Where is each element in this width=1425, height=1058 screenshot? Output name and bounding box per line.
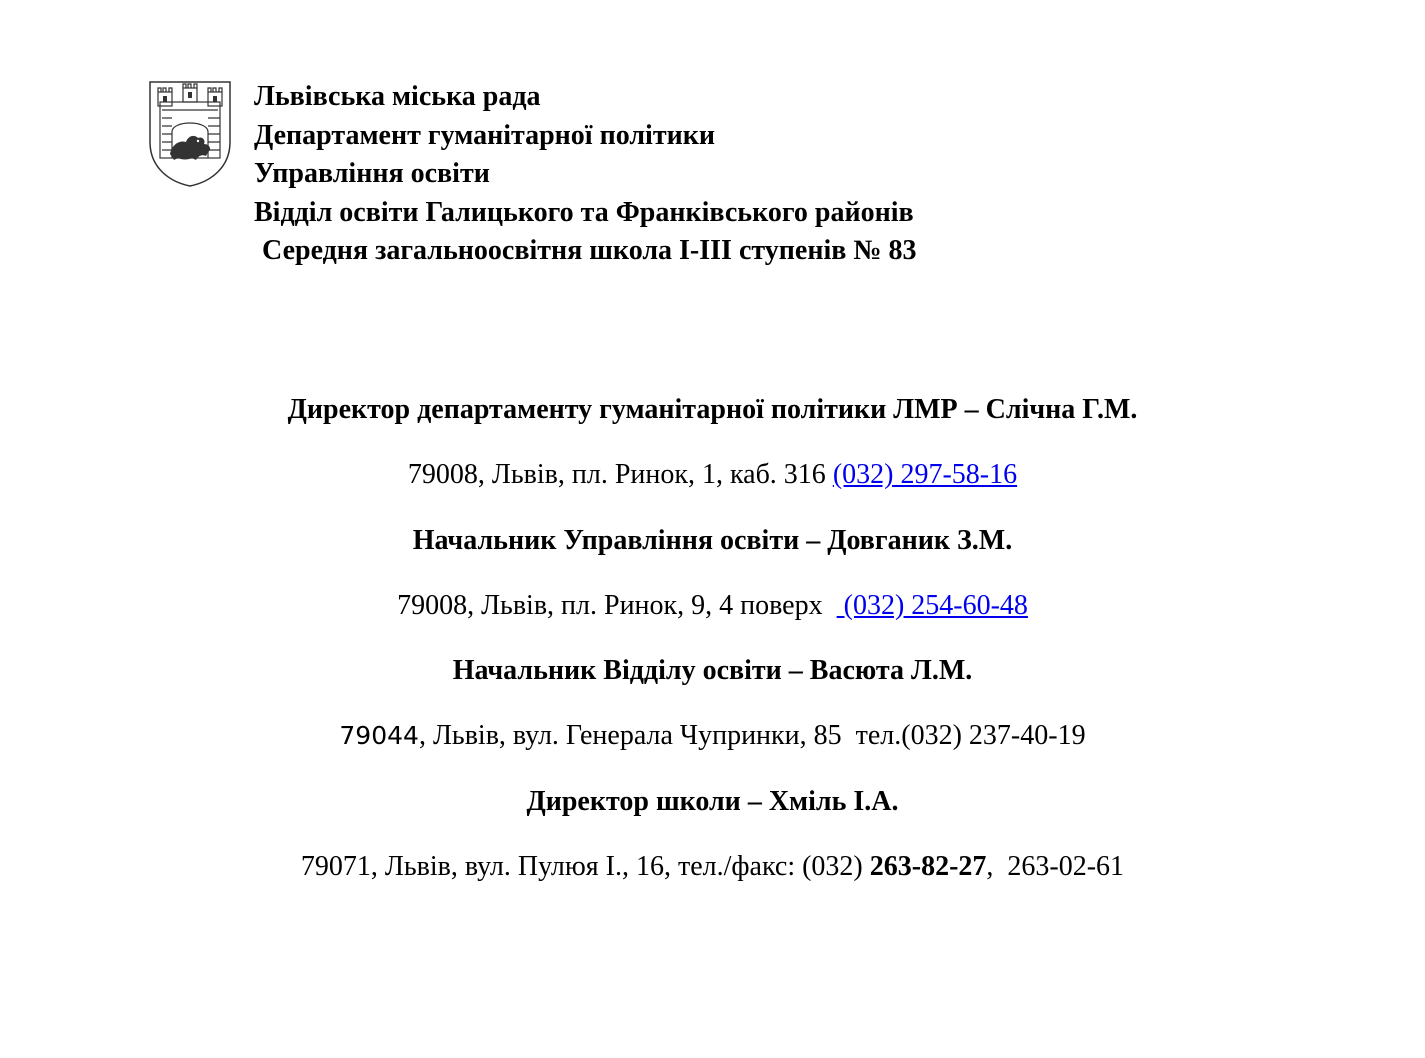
dept-edu-head-line: Начальник Відділу освіти – Васюта Л.М. (452, 655, 973, 687)
edu-address: 79008, Львів, пл. Ринок, 9, 4 поверх (397, 589, 837, 621)
edu-phone-link[interactable]: (032) 254-60-48 (836, 589, 1028, 621)
dept-phone-link[interactable]: (032) 297-58-16 (832, 459, 1018, 491)
school-name: Середня загальноосвітня школа I-III ступенів № 83 (262, 235, 917, 267)
edu-address-line (0, 586, 1425, 651)
school-phone-main: 263-82-27 (869, 851, 987, 883)
school-address-line (0, 847, 1425, 912)
dept-address-line (0, 455, 1425, 520)
city-council-name: Львівська міська рада (254, 81, 541, 112)
edu-head-line: Начальник Управління освіти – Довганик З.М. (412, 524, 1013, 556)
department-name: Департамент гуманітарної політики (254, 119, 715, 151)
lviv-coat-of-arms-icon (148, 80, 234, 188)
dept-edu-address-line (0, 716, 1425, 781)
dept-address: 79008, Львів, пл. Ринок, 1, каб. 316 (407, 459, 833, 491)
dept-edu-address: , Львів, вул. Генерала Чупринки, 85 тел.(032) 237-40-19 (418, 720, 1086, 752)
education-office-name: Управління освіти (254, 158, 490, 190)
letterhead-text (254, 78, 917, 271)
dept-edu-zip: 79044 (339, 721, 419, 751)
school-phone-secondary: , 263-02-61 (986, 851, 1125, 883)
dept-director-line: Директор департаменту гуманітарної політики ЛМР – Слічна Г.М. (287, 394, 1138, 425)
contacts-list (0, 390, 1425, 912)
district-education-name: Відділ освіти Галицького та Франківського районів (254, 196, 914, 228)
school-address: 79071, Львів, вул. Пулюя І., 16, тел./факс: (032) (300, 851, 870, 883)
school-director-line: Директор школи – Хміль І.А. (526, 785, 899, 817)
